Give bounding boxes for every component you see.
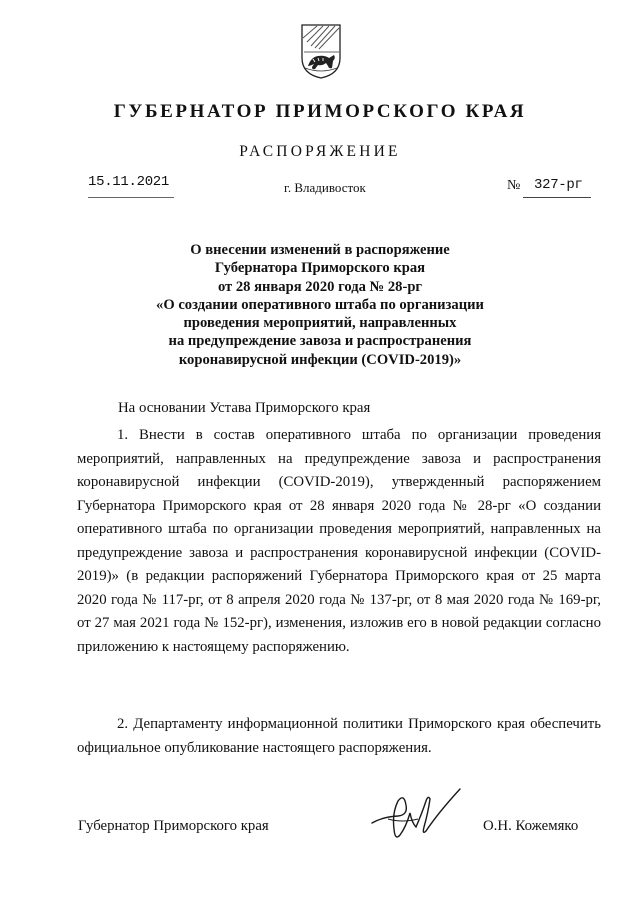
basis-statement: На основании Устава Приморского края bbox=[118, 400, 371, 416]
issuer-title: ГУБЕРНАТОР ПРИМОРСКОГО КРАЯ bbox=[113, 101, 527, 122]
document-number: 327-рг bbox=[534, 177, 583, 193]
date-underline bbox=[88, 197, 174, 198]
signatory-name: О.Н. Кожемяко bbox=[483, 818, 579, 834]
paragraph-1: 1. Внести в состав оперативного штаба по организации проведения мероприятий, направленных на предупреждение завоза и распространения коронавирусной инфекции (COVID-2019), утвержденный распоряжением Губернатора Приморского края от 28 января 2020 года № 28-рг «О создании оперативного штаба по организации проведения мероприятий, направленных на предупреждение завоза и распространения коронавирусной инфекции (COVID-2019)» (в редакции распоряжений Губернатора Приморского края от 25 марта 2020 года № 117-рг, от 8 апреля 2020 года № 137-рг, от 8 мая 2020 года № 169-рг, от 27 мая 2021 года № 152-рг), изменения, изложив его в новой редакции согласно приложению к настоящему распоряжению. bbox=[77, 427, 601, 655]
document-city: г. Владивосток bbox=[284, 180, 366, 195]
number-label: № bbox=[507, 178, 521, 193]
paragraph-2: 2. Департаменту информационной политики Приморского края обеспечить официальное опубликование настоящего распоряжения. bbox=[77, 716, 601, 756]
heading-line: коронавирусной инфекции (COVID-2019)» bbox=[178, 351, 462, 368]
heading-line: проведения мероприятий, направленных bbox=[183, 315, 457, 332]
document-date: 15.11.2021 bbox=[88, 174, 170, 190]
number-underline bbox=[523, 197, 591, 198]
heading-line: «О создании оперативного штаба по организации bbox=[156, 296, 484, 313]
handwritten-signature-icon bbox=[368, 783, 468, 845]
heading-line: О внесении изменений в распоряжение bbox=[190, 242, 450, 258]
heading-line: Губернатора Приморского края bbox=[214, 260, 426, 277]
heading-line: на предупреждение завоза и распространения bbox=[168, 333, 472, 350]
document-type: РАСПОРЯЖЕНИЕ bbox=[239, 143, 401, 160]
signatory-title: Губернатор Приморского края bbox=[78, 818, 269, 834]
document-heading bbox=[80, 241, 560, 369]
coat-of-arms-icon bbox=[299, 22, 343, 80]
heading-line: от 28 января 2020 года № 28-рг bbox=[217, 278, 423, 295]
